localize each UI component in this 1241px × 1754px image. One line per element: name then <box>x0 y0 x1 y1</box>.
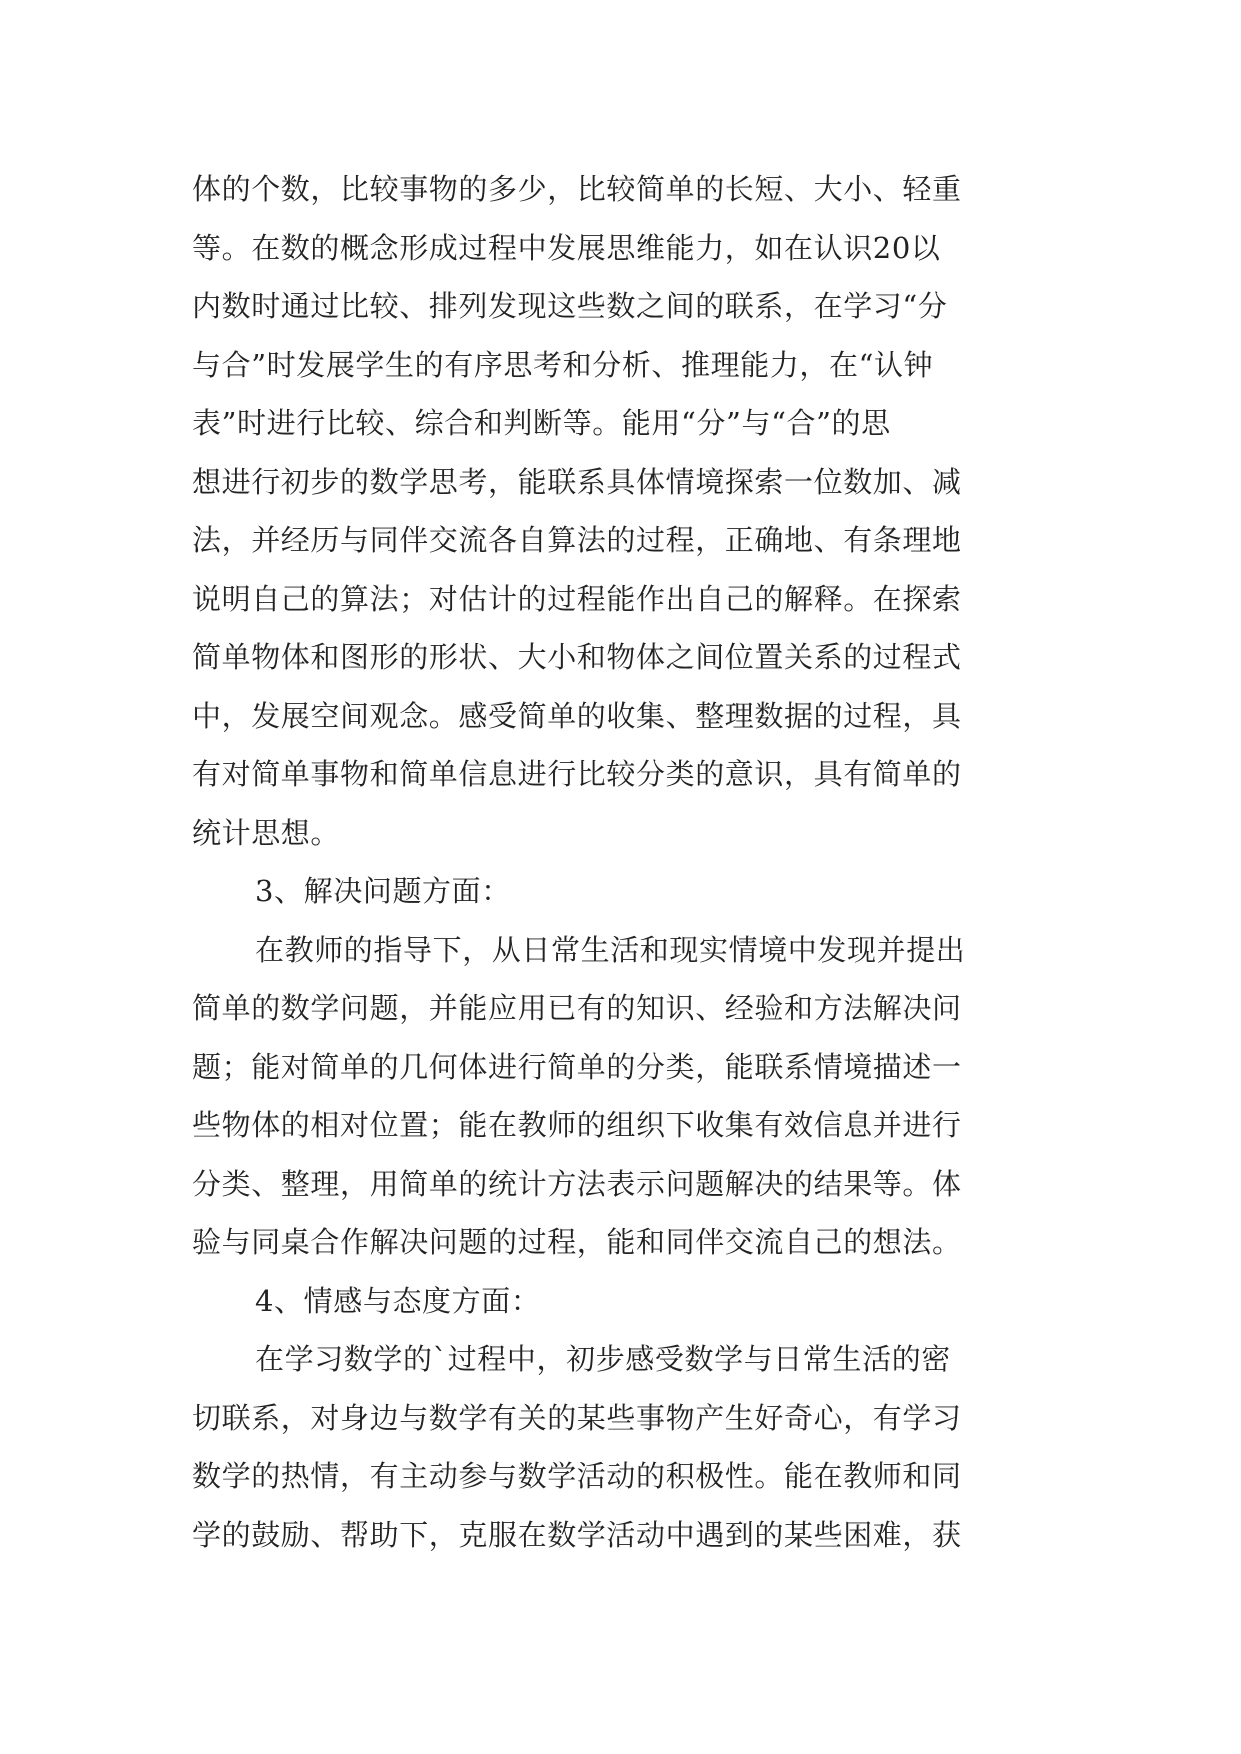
text-line: 切联系，对身边与数学有关的某些事物产生好奇心，有学习 <box>192 1400 962 1435</box>
text-line: 法，并经历与同伴交流各自算法的过程，正确地、有条理地 <box>192 523 962 557</box>
text-line: 简单物体和图形的形状、大小和物体之间位置关系的过程式 <box>192 640 962 674</box>
text-line: 说明自己的算法；对估计的过程能作出自己的解释。在探索 <box>192 581 962 616</box>
text-line: 有对简单事物和简单信息进行比较分类的意识，具有简单的 <box>192 757 962 791</box>
paragraph-first-line: 在教师的指导下，从日常生活和现实情境中发现并提出 <box>255 932 966 967</box>
text-line: 统计思想。 <box>192 815 341 850</box>
paragraph-first-line: 4、情感与态度方面： <box>255 1283 541 1318</box>
text-line: 表”时进行比较、综合和判断等。能用“分”与“合”的思 <box>192 406 891 440</box>
body-text <box>192 160 1072 1564</box>
text-line: 分类、整理，用简单的统计方法表示问题解决的结果等。体 <box>192 1166 962 1201</box>
text-line: 验与同桌合作解决问题的过程，能和同伴交流自己的想法。 <box>192 1225 962 1259</box>
text-line: 学的鼓励、帮助下，克服在数学活动中遇到的某些困难，获 <box>192 1517 962 1552</box>
text-line: 些物体的相对位置；能在教师的组织下收集有效信息并进行 <box>192 1108 962 1142</box>
text-line: 内数时通过比较、排列发现这些数之间的联系，在学习“分 <box>192 289 948 323</box>
text-line: 体的个数，比较事物的多少，比较简单的长短、大小、轻重 <box>192 172 962 206</box>
paragraph-first-line: 3、解决问题方面： <box>255 874 511 908</box>
text-line: 与合”时发展学生的有序思考和分析、推理能力，在“认钟 <box>192 347 934 382</box>
text-line: 等。在数的概念形成过程中发展思维能力，如在认识20以 <box>192 230 941 265</box>
text-line: 简单的数学问题，并能应用已有的知识、经验和方法解决问 <box>192 991 962 1025</box>
text-line: 中，发展空间观念。感受简单的收集、整理数据的过程，具 <box>192 698 962 733</box>
text-line: 数学的热情，有主动参与数学活动的积极性。能在教师和同 <box>192 1459 962 1493</box>
text-line: 题；能对简单的几何体进行简单的分类，能联系情境描述一 <box>192 1049 962 1084</box>
paragraph-first-line: 在学习数学的`过程中，初步感受数学与日常生活的密 <box>255 1342 951 1376</box>
text-line: 想进行初步的数学思考，能联系具体情境探索一位数加、减 <box>192 464 962 499</box>
